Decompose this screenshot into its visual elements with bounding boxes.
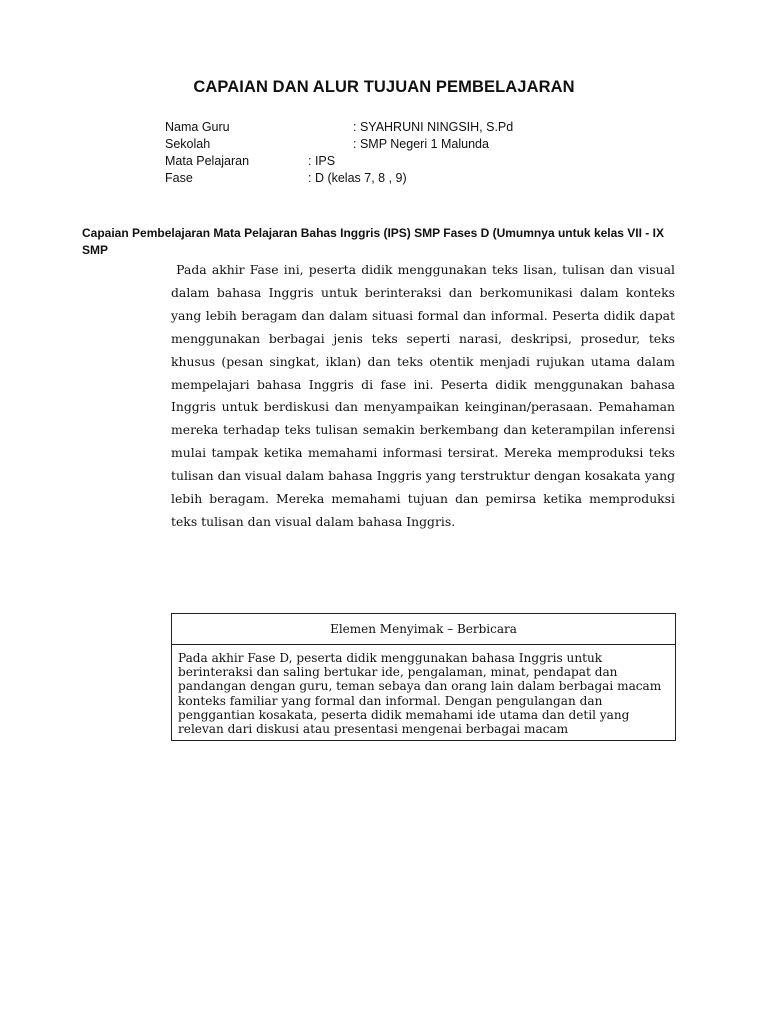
sekolah-value: : SMP Negeri 1 Malunda <box>353 137 489 151</box>
guru-label: Nama Guru <box>165 120 230 134</box>
elemen-header: Elemen Menyimak – Berbicara <box>172 614 675 645</box>
elemen-description: Pada akhir Fase D, peserta didik menggunakan bahasa Inggris untuk berinteraksi dan saling bertukar ide, pengalaman, minat, pendapat dan pandangan dengan guru, teman sebaya dan orang lain dalam berbagai macam konteks familiar yang formal dan informal. Dengan pengulangan dan penggantian kosakata, peserta didik memahami ide utama dan detil yang relevan dari diskusi atau presentasi mengenai berbagai macam <box>178 651 662 737</box>
guru-value: : SYAHRUNI NINGSIH, S.Pd <box>353 120 514 134</box>
document-title: CAPAIAN DAN ALUR TUJUAN PEMBELAJARAN <box>193 78 575 96</box>
fase-value: : D (kelas 7, 8 , 9) <box>308 171 407 185</box>
sekolah-label: Sekolah <box>165 137 211 151</box>
teacher-info-block <box>165 119 585 189</box>
capaian-heading: Capaian Pembelajaran Mata Pelajaran Bahas Inggris (IPS) SMP Fases D (Umumnya untuk kelas VII - IX SMP <box>82 226 664 257</box>
elemen-table <box>171 613 676 741</box>
capaian-body-paragraph: Pada akhir Fase ini, peserta didik menggunakan teks lisan, tulisan dan visual dalam bahasa Inggris untuk berinteraksi dan berkomunikasi dalam konteks yang lebih beragam dan dalam situasi formal dan informal. Peserta didik dapat menggunakan berbagai jenis teks seperti narasi, deskripsi, prosedur, teks khusus (pesan singkat, iklan) dan teks otentik menjadi rujukan utama dalam mempelajari bahasa Inggris di fase ini. Peserta didik menggunakan bahasa Inggris untuk berdiskusi dan menyampaikan keinginan/perasaan. Pemahaman mereka terhadap teks tulisan semakin berkembang dan keterampilan inferensi mulai tampak ketika memahami informasi tersirat. Mereka memproduksi teks tulisan dan visual dalam bahasa Inggris yang terstruktur dengan kosakata yang lebih beragam. Mereka memahami tujuan dan pemirsa ketika memproduksi teks tulisan dan visual dalam bahasa Inggris. <box>171 262 675 529</box>
mapel-label: Mata Pelajaran <box>165 154 250 168</box>
mapel-value: : IPS <box>308 154 336 168</box>
fase-label: Fase <box>165 171 193 185</box>
